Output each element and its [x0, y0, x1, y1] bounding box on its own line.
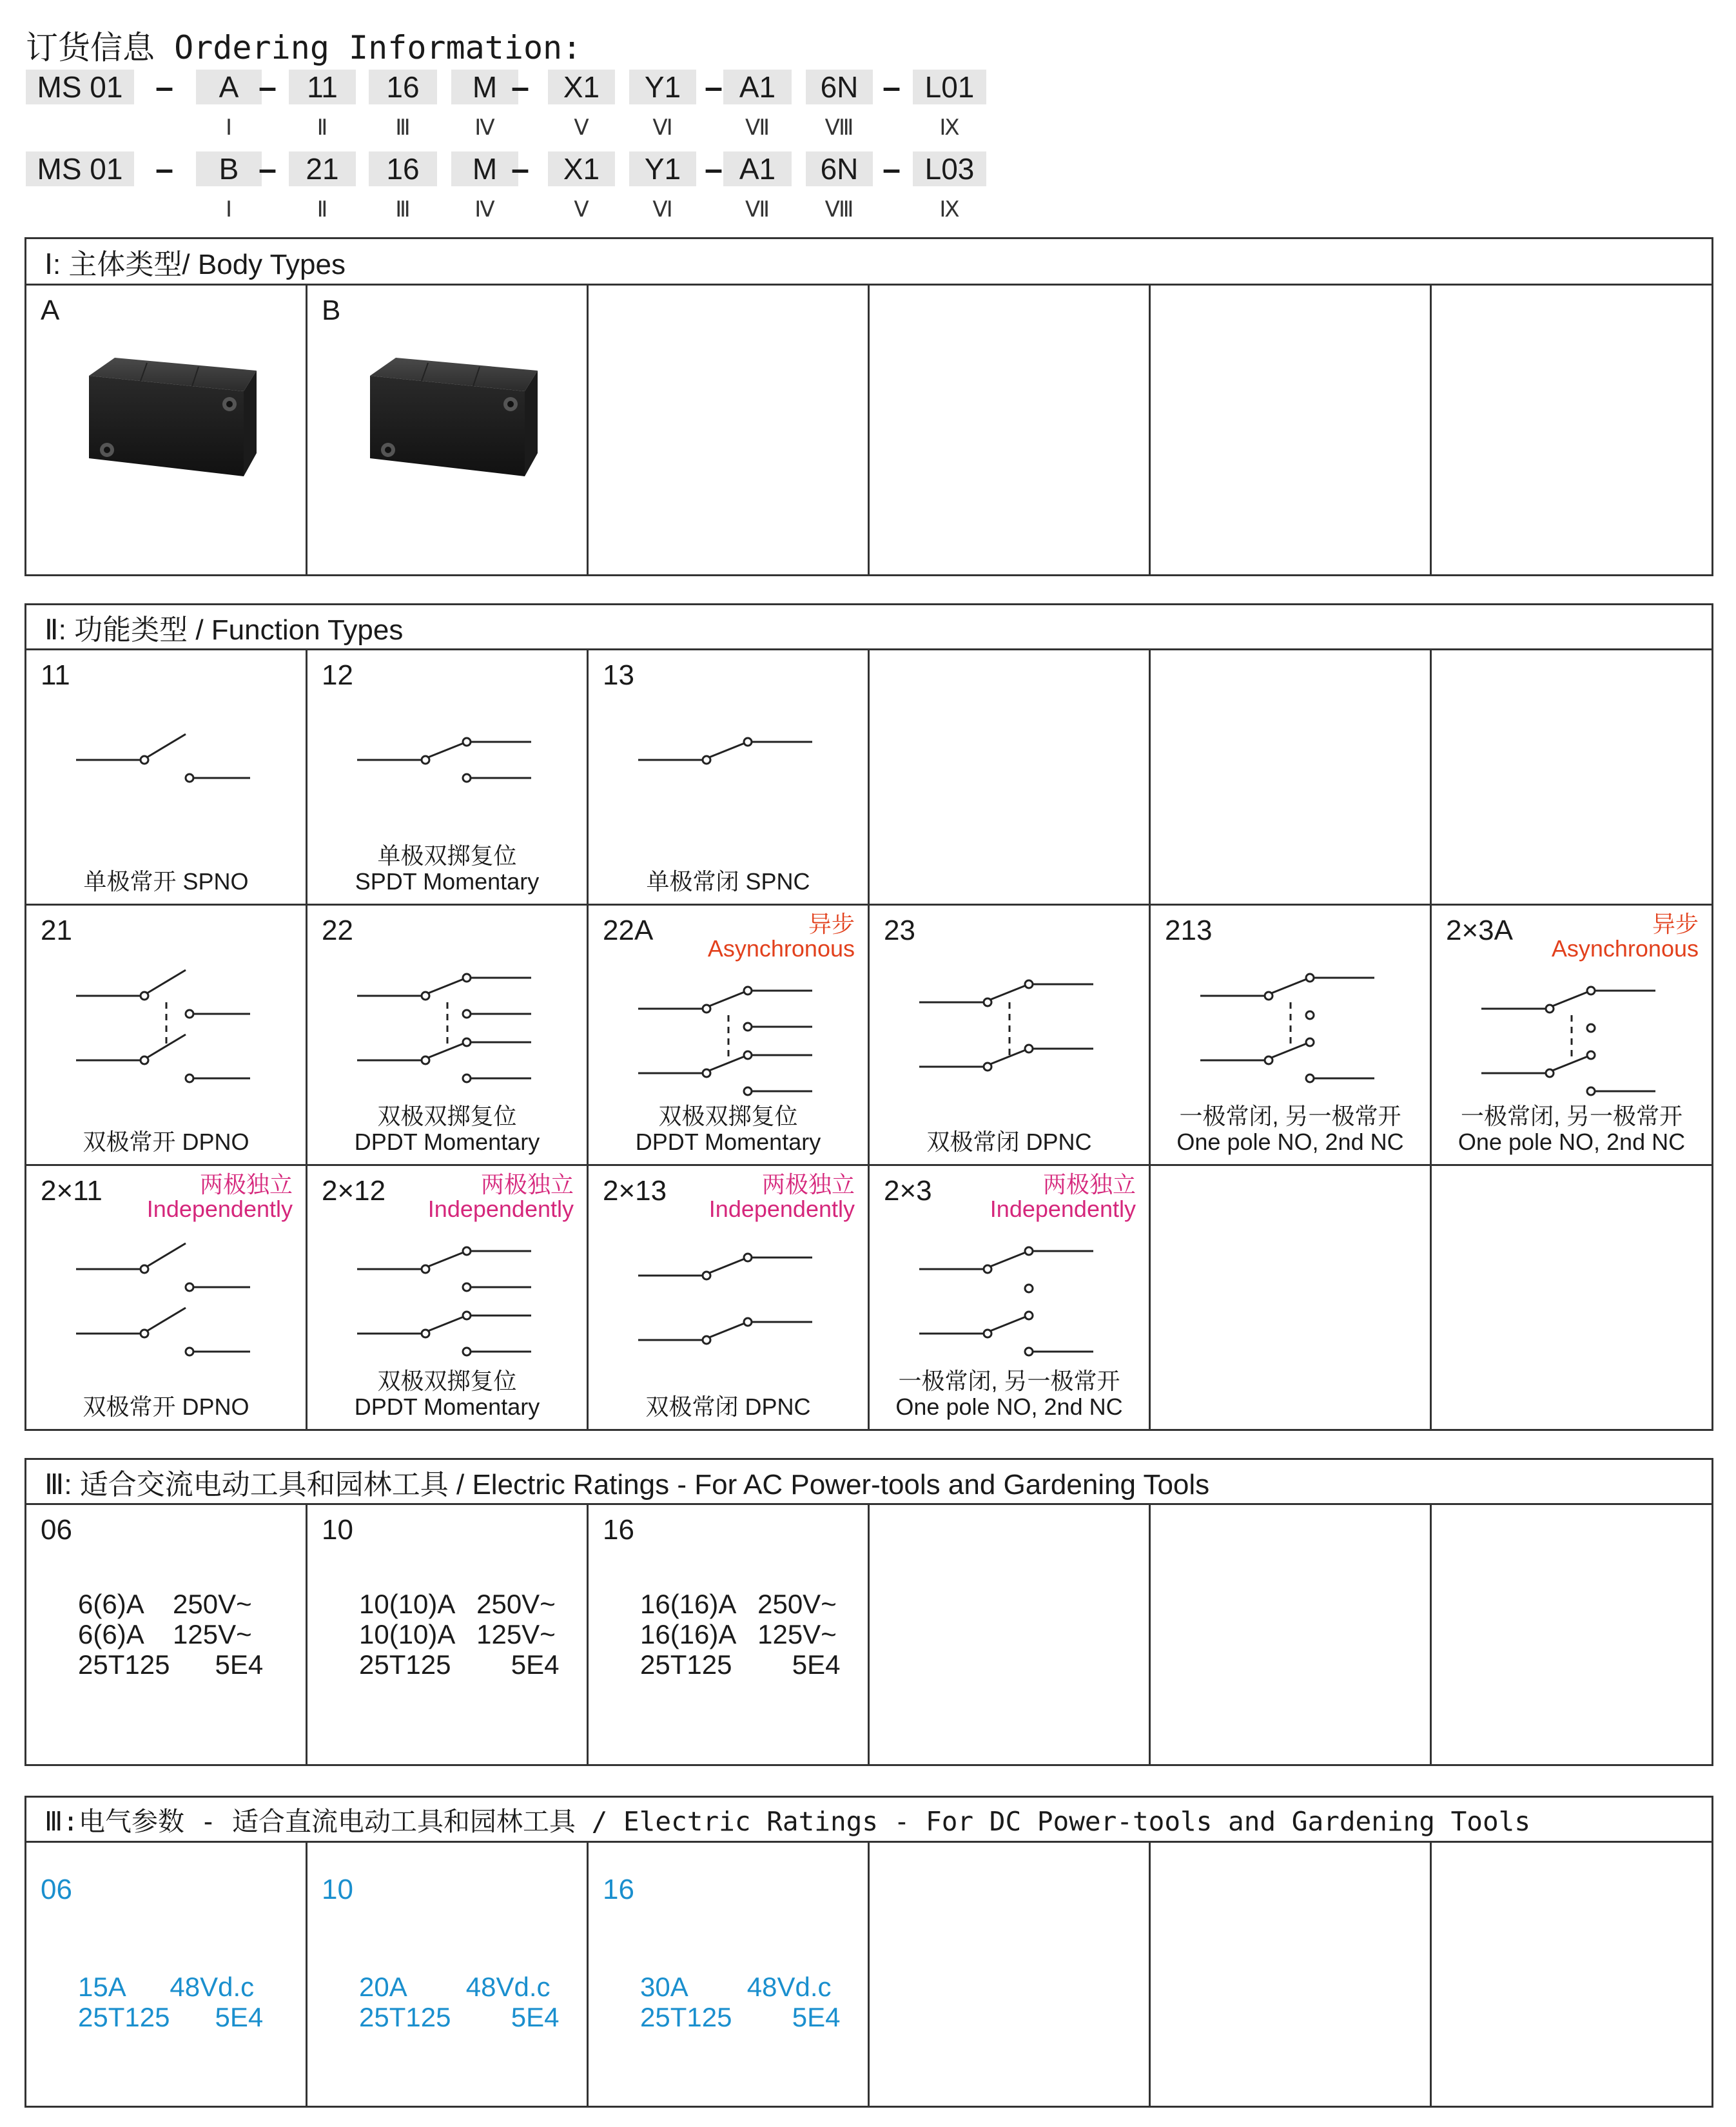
switch-symbol	[357, 957, 538, 1099]
rating-code: 16	[603, 1514, 634, 1546]
rating-cell	[26, 1505, 307, 1764]
code-segment: B	[196, 151, 262, 186]
function-caption	[589, 869, 868, 895]
function-caption-line: One pole NO, 2nd NC	[895, 1394, 1123, 1420]
empty-cell	[1432, 1166, 1712, 1429]
function-code: 11	[41, 659, 70, 691]
code-segment: 16	[369, 70, 437, 104]
switch-symbol	[638, 702, 819, 844]
function-tag	[990, 1172, 1136, 1221]
function-caption-line: 双极双掷复位	[377, 1103, 517, 1129]
function-code: 2×11	[41, 1175, 102, 1207]
function-tag-line: 异步	[808, 911, 855, 937]
function-tag-line: 两极独立	[1042, 1171, 1136, 1198]
code-segment: L03	[913, 151, 986, 186]
switch-symbol	[638, 970, 819, 1112]
rating-values	[640, 1589, 841, 1680]
code-separator: –	[511, 69, 529, 105]
code-segment: X1	[548, 151, 615, 186]
body-type-code: B	[322, 295, 341, 326]
code-segment: Y1	[629, 151, 696, 186]
roman-numeral-label: Ⅳ	[474, 197, 495, 222]
code-segment: MS 01	[26, 70, 134, 104]
rating-line: 20A 48Vd.c	[359, 1972, 551, 2002]
roman-numeral-label: Ⅱ	[317, 115, 328, 140]
switch-symbol	[1200, 957, 1381, 1099]
rating-line: 6(6)A 125V~	[78, 1619, 252, 1649]
empty-cell	[870, 1843, 1151, 2106]
function-tag	[708, 912, 855, 961]
function-caption	[307, 1368, 587, 1420]
function-type-cell	[589, 1166, 870, 1429]
empty-cell	[1432, 650, 1712, 906]
function-code: 213	[1165, 915, 1213, 946]
code-segment: Y1	[629, 70, 696, 104]
switch-symbol	[919, 957, 1100, 1099]
function-code: 22	[322, 915, 353, 946]
function-tag-line: Asynchronous	[1551, 935, 1699, 962]
roman-numeral-label: Ⅲ	[395, 115, 411, 140]
rating-cell	[307, 1843, 589, 2106]
relay-body-image	[70, 350, 263, 485]
rating-line: 25T125 5E4	[359, 2002, 560, 2032]
code-separator: –	[705, 69, 723, 105]
roman-numeral-label: Ⅸ	[939, 115, 960, 140]
function-type-cell	[307, 650, 589, 906]
roman-numeral-label: Ⅷ	[824, 197, 854, 222]
empty-cell	[589, 286, 870, 574]
function-caption-line: SPDT Momentary	[355, 868, 540, 895]
function-type-cell	[870, 1166, 1151, 1429]
code-segment: MS 01	[26, 151, 134, 186]
roman-numeral-label: Ⅵ	[652, 197, 673, 222]
section-dc-ratings	[24, 1796, 1713, 2108]
function-code: 23	[884, 915, 915, 946]
function-caption-line: 单极双掷复位	[377, 842, 517, 869]
function-type-cell	[870, 906, 1151, 1166]
function-code: 12	[322, 659, 353, 691]
rating-line: 10(10)A 125V~	[359, 1619, 556, 1649]
switch-symbol	[76, 702, 257, 844]
section-title: Ⅲ:电气参数 - 适合直流电动工具和园林工具 / Electric Ratings - For DC Power-tools and Gardening Tools	[26, 1798, 1712, 1843]
rating-values	[359, 1589, 560, 1680]
roman-numeral-label: Ⅴ	[574, 197, 589, 222]
roman-numeral-label: Ⅸ	[939, 197, 960, 222]
rating-line: 25T125 5E4	[78, 2002, 264, 2032]
rating-code: 16	[603, 1874, 634, 1905]
function-tag-line: Independently	[427, 1196, 574, 1222]
rating-values	[640, 1972, 841, 2032]
section-function-types	[24, 603, 1713, 1431]
function-caption	[26, 1129, 306, 1155]
section-ac-ratings	[24, 1458, 1713, 1766]
roman-numeral-label: Ⅷ	[824, 115, 854, 140]
function-tag	[709, 1172, 855, 1221]
code-separator: –	[883, 151, 901, 187]
code-segment: A1	[723, 70, 792, 104]
empty-cell	[1432, 1505, 1712, 1764]
dc-ratings-grid	[26, 1843, 1712, 2106]
empty-cell	[1151, 1505, 1432, 1764]
function-caption	[307, 843, 587, 895]
empty-cell	[870, 286, 1151, 574]
empty-cell	[1432, 1843, 1712, 2106]
switch-symbol	[638, 1230, 819, 1372]
function-caption	[870, 1368, 1149, 1420]
empty-cell	[870, 650, 1151, 906]
code-segment: X1	[548, 70, 615, 104]
roman-numeral-label: Ⅲ	[395, 197, 411, 222]
function-type-cell	[26, 906, 307, 1166]
section-body-types	[24, 237, 1713, 576]
empty-cell	[1432, 286, 1712, 574]
function-type-cell	[26, 650, 307, 906]
rating-cell	[307, 1505, 589, 1764]
function-caption-line: 双极常闭 DPNC	[645, 1394, 811, 1420]
function-caption	[26, 869, 306, 895]
function-code: 2×3A	[1446, 915, 1513, 946]
code-segment: A1	[723, 151, 792, 186]
roman-numeral-label: Ⅱ	[317, 197, 328, 222]
switch-symbol	[357, 702, 538, 844]
code-segment: 6N	[806, 70, 873, 104]
code-separator: –	[258, 69, 277, 105]
empty-cell	[1151, 1843, 1432, 2106]
function-tag-line: 两极独立	[761, 1171, 855, 1198]
switch-symbol	[357, 1230, 538, 1372]
switch-symbol	[76, 1230, 257, 1372]
switch-symbol	[1481, 970, 1662, 1112]
function-caption	[26, 1394, 306, 1420]
function-type-cell	[26, 1166, 307, 1429]
rating-code: 10	[322, 1514, 353, 1546]
rating-line: 15A 48Vd.c	[78, 1972, 255, 2002]
empty-cell	[1151, 1166, 1432, 1429]
function-tag-line: 两极独立	[199, 1171, 293, 1198]
code-segment: L01	[913, 70, 986, 104]
rating-code: 06	[41, 1514, 72, 1546]
body-type-code: A	[41, 295, 60, 326]
function-caption-line: DPDT Momentary	[354, 1129, 540, 1155]
function-caption	[870, 1129, 1149, 1155]
function-type-cell	[307, 906, 589, 1166]
section-title: Ⅲ: 适合交流电动工具和园林工具 / Electric Ratings - For AC Power-tools and Gardening Tools	[26, 1460, 1712, 1505]
function-caption-line: DPDT Momentary	[354, 1394, 540, 1420]
function-code: 2×13	[603, 1175, 667, 1207]
function-code: 2×3	[884, 1175, 932, 1207]
function-caption	[1432, 1103, 1712, 1155]
rating-line: 25T125 5E4	[78, 1649, 264, 1680]
rating-values	[359, 1972, 560, 2032]
rating-line: 16(16)A 125V~	[640, 1619, 837, 1649]
rating-line: 30A 48Vd.c	[640, 1972, 832, 2002]
code-segment: 16	[369, 151, 437, 186]
rating-line: 10(10)A 250V~	[359, 1589, 556, 1619]
section-title: Ⅰ: 主体类型/ Body Types	[26, 239, 1712, 286]
rating-cell	[26, 1843, 307, 2106]
function-code: 13	[603, 659, 634, 691]
code-segment: M	[451, 70, 518, 104]
function-tag-line: 两极独立	[480, 1171, 574, 1198]
rating-values	[78, 1589, 263, 1680]
roman-numeral-label: Ⅶ	[745, 115, 770, 140]
function-tag	[147, 1172, 293, 1221]
rating-cell	[589, 1843, 870, 2106]
function-tag-line: Independently	[990, 1196, 1136, 1222]
rating-cell	[589, 1505, 870, 1764]
code-segment: 21	[289, 151, 356, 186]
roman-numeral-label: Ⅳ	[474, 115, 495, 140]
code-separator: –	[155, 69, 173, 105]
roman-numeral-label: Ⅶ	[745, 197, 770, 222]
code-segment: 6N	[806, 151, 873, 186]
function-caption	[589, 1394, 868, 1420]
empty-cell	[1151, 650, 1432, 906]
rating-line: 16(16)A 250V~	[640, 1589, 837, 1619]
body-types-grid	[26, 286, 1712, 574]
function-caption-line: 双极双掷复位	[658, 1103, 798, 1129]
function-tag-line: Independently	[708, 1196, 855, 1222]
section-title: Ⅱ: 功能类型 / Function Types	[26, 605, 1712, 650]
function-caption-line: 单极常开 SPNO	[83, 868, 249, 895]
code-separator: –	[705, 151, 723, 187]
code-separator: –	[511, 151, 529, 187]
function-code: 22A	[603, 915, 654, 946]
roman-numeral-label: Ⅰ	[225, 115, 233, 140]
body-type-cell	[307, 286, 589, 574]
function-code: 21	[41, 915, 72, 946]
roman-numeral-label: Ⅴ	[574, 115, 589, 140]
empty-cell	[870, 1505, 1151, 1764]
switch-symbol	[76, 957, 257, 1099]
rating-code: 10	[322, 1874, 353, 1905]
code-segment: M	[451, 151, 518, 186]
function-caption-line: 双极常闭 DPNC	[926, 1129, 1092, 1155]
rating-line: 6(6)A 250V~	[78, 1589, 252, 1619]
function-type-cell	[1432, 906, 1712, 1166]
function-caption-line: DPDT Momentary	[635, 1129, 821, 1155]
function-caption-line: 双极双掷复位	[377, 1368, 517, 1394]
switch-symbol	[919, 1230, 1100, 1372]
function-type-cell	[307, 1166, 589, 1429]
function-type-cell	[589, 906, 870, 1166]
function-caption	[307, 1103, 587, 1155]
ac-ratings-grid	[26, 1505, 1712, 1764]
body-type-cell	[26, 286, 307, 574]
function-caption-line: 一极常闭, 另一极常开	[1460, 1103, 1682, 1129]
function-code: 2×12	[322, 1175, 386, 1207]
page-title: 订货信息 Ordering Information:	[26, 29, 582, 66]
rating-line: 25T125 5E4	[640, 2002, 841, 2032]
function-caption-line: 一极常闭, 另一极常开	[1179, 1103, 1401, 1129]
relay-body-image	[351, 350, 544, 485]
rating-code: 06	[41, 1874, 72, 1905]
function-type-cell	[1151, 906, 1432, 1166]
function-tag	[1552, 912, 1699, 961]
function-type-cell	[589, 650, 870, 906]
roman-numeral-label: Ⅰ	[225, 197, 233, 222]
roman-numeral-label: Ⅵ	[652, 115, 673, 140]
function-tag	[428, 1172, 574, 1221]
function-caption-line: One pole NO, 2nd NC	[1176, 1129, 1404, 1155]
function-caption-line: 双极常开 DPNO	[83, 1394, 249, 1420]
function-types-grid	[26, 650, 1712, 1429]
code-segment: 11	[289, 70, 356, 104]
code-separator: –	[258, 151, 277, 187]
function-caption	[589, 1103, 868, 1155]
code-segment: A	[196, 70, 262, 104]
code-separator: –	[883, 69, 901, 105]
function-tag-line: 异步	[1652, 911, 1699, 937]
empty-cell	[1151, 286, 1432, 574]
rating-values	[78, 1972, 263, 2032]
function-caption-line: 单极常闭 SPNC	[646, 868, 810, 895]
function-tag-line: Asynchronous	[707, 935, 855, 962]
rating-line: 25T125 5E4	[640, 1649, 841, 1680]
function-caption-line: 双极常开 DPNO	[83, 1129, 249, 1155]
function-tag-line: Independently	[146, 1196, 293, 1222]
code-separator: –	[155, 151, 173, 187]
function-caption-line: One pole NO, 2nd NC	[1458, 1129, 1686, 1155]
function-caption	[1151, 1103, 1430, 1155]
rating-line: 25T125 5E4	[359, 1649, 560, 1680]
function-caption-line: 一极常闭, 另一极常开	[898, 1368, 1120, 1394]
